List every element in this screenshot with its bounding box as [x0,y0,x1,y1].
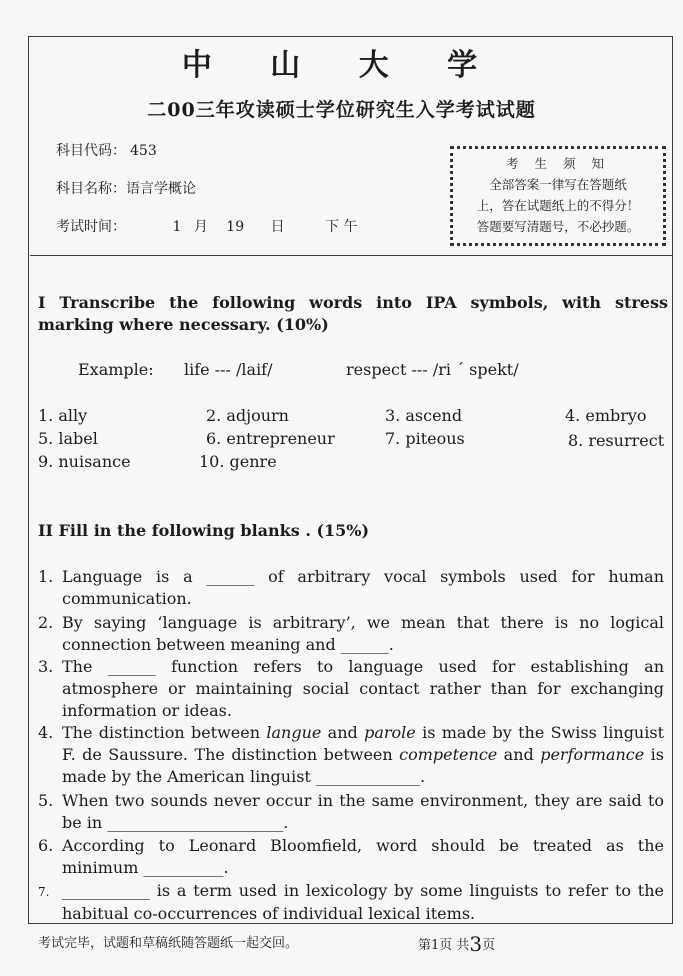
notice-line: 全部答案一律写在答题纸 [489,177,627,192]
question-text: By saying ‘language is arbitrary’, we mean that there is no logical connection between meaning and ______. [62,613,664,654]
section-1-heading: I Transcribe the following words into IPA symbols, with stress marking where necessary. (10%) [38,293,668,334]
question-item [38,790,664,834]
exam-title: 二00三年攻读硕士学位研究生入学考试试题 [147,99,536,121]
question-text: and [321,723,365,742]
question-text: Language is a ______ of arbitrary vocal symbols used for human communication. [62,567,664,608]
question-number: 2. [38,613,54,632]
exam-time-row [56,216,357,236]
question-number: 1. [38,567,54,586]
question-item [38,722,664,788]
word-item: 2. adjourn [206,406,289,425]
page-label: 第1页 共 [418,938,470,953]
subject-name-label: 科目名称： [56,181,126,197]
candidate-notice [450,146,666,246]
question-text: and [497,745,541,764]
word-item: 8. resurrect [568,431,665,450]
word-item: 9. nuisance [38,452,131,471]
footer-instruction: 考试完毕，试题和草稿纸随答题纸一起交回。 [38,936,299,951]
notice-line: 上，答在试题纸上的不得分！ [476,198,640,213]
word-item: 4. embryo [565,406,647,425]
term-langue: langue [266,723,322,742]
page-indicator [418,932,495,956]
exam-period: 下 午 [325,219,358,235]
word-item: 6. entrepreneur [206,429,335,448]
page-total: 3 [469,932,483,956]
example-2: respect --- /ri ˊ spekt/ [346,360,519,379]
question-number: 5. [38,791,54,810]
term-parole: parole [364,723,416,742]
question-text: ___________ is a term used in lexicology by some linguists to refer to the habitual co-occurrences of individual lexical items. [62,881,664,923]
term-performance: performance [540,745,645,764]
question-text: is made by the Swiss linguist F. de Saussure. The distinction between [62,723,664,764]
word-item: 7. piteous [385,429,465,448]
word-item: 1. ally [38,406,88,425]
page-unit: 页 [482,938,496,953]
word-item: 5. label [38,429,98,448]
exam-day: 19 [226,219,245,235]
notice-line: 答题要写清题号，不必抄题。 [476,219,640,234]
subject-code-label: 科目代码： [56,143,126,159]
question-item [38,566,664,610]
notice-title: 考 生 须 知 [506,156,610,171]
question-number: 4. [38,723,54,742]
term-competence: competence [399,745,498,764]
question-item [38,656,664,722]
exam-day-unit: 日 [270,219,285,235]
header-divider [30,255,672,256]
word-item: 10. genre [199,452,277,471]
subject-code-value: 453 [130,143,157,159]
section-2-heading: II Fill in the following blanks . (15%) [38,521,370,540]
question-number: 6. [38,836,54,855]
question-number: 7. [38,885,50,899]
question-text: The ______ function refers to language used for establishing an atmosphere or maintaining social contact rather than for exchanging information or ideas. [62,657,664,720]
exam-month-unit: 月 [193,219,208,235]
question-text: According to Leonard Bloomfield, word should be treated as the minimum __________. [62,836,664,877]
exam-time-label: 考试时间： [56,219,126,235]
question-item [38,880,664,925]
university-title: 中 山 大 学 [181,48,502,83]
exam-month: 1 [172,219,182,235]
word-item: 3. ascend [385,406,463,425]
subject-name-value: 语言学概论 [126,181,196,197]
question-text: The distinction between [62,723,267,742]
example-1: life --- /laif/ [184,360,273,379]
subject-code-row [56,140,157,160]
subject-name-row [56,178,196,198]
example-label: Example: [78,360,154,379]
question-text: is made by the American linguist _____________. [62,745,664,786]
question-item [38,835,664,879]
question-item [38,612,664,656]
question-text: When two sounds never occur in the same environment, they are said to be in ______________________. [62,791,664,832]
question-number: 3. [38,657,54,676]
